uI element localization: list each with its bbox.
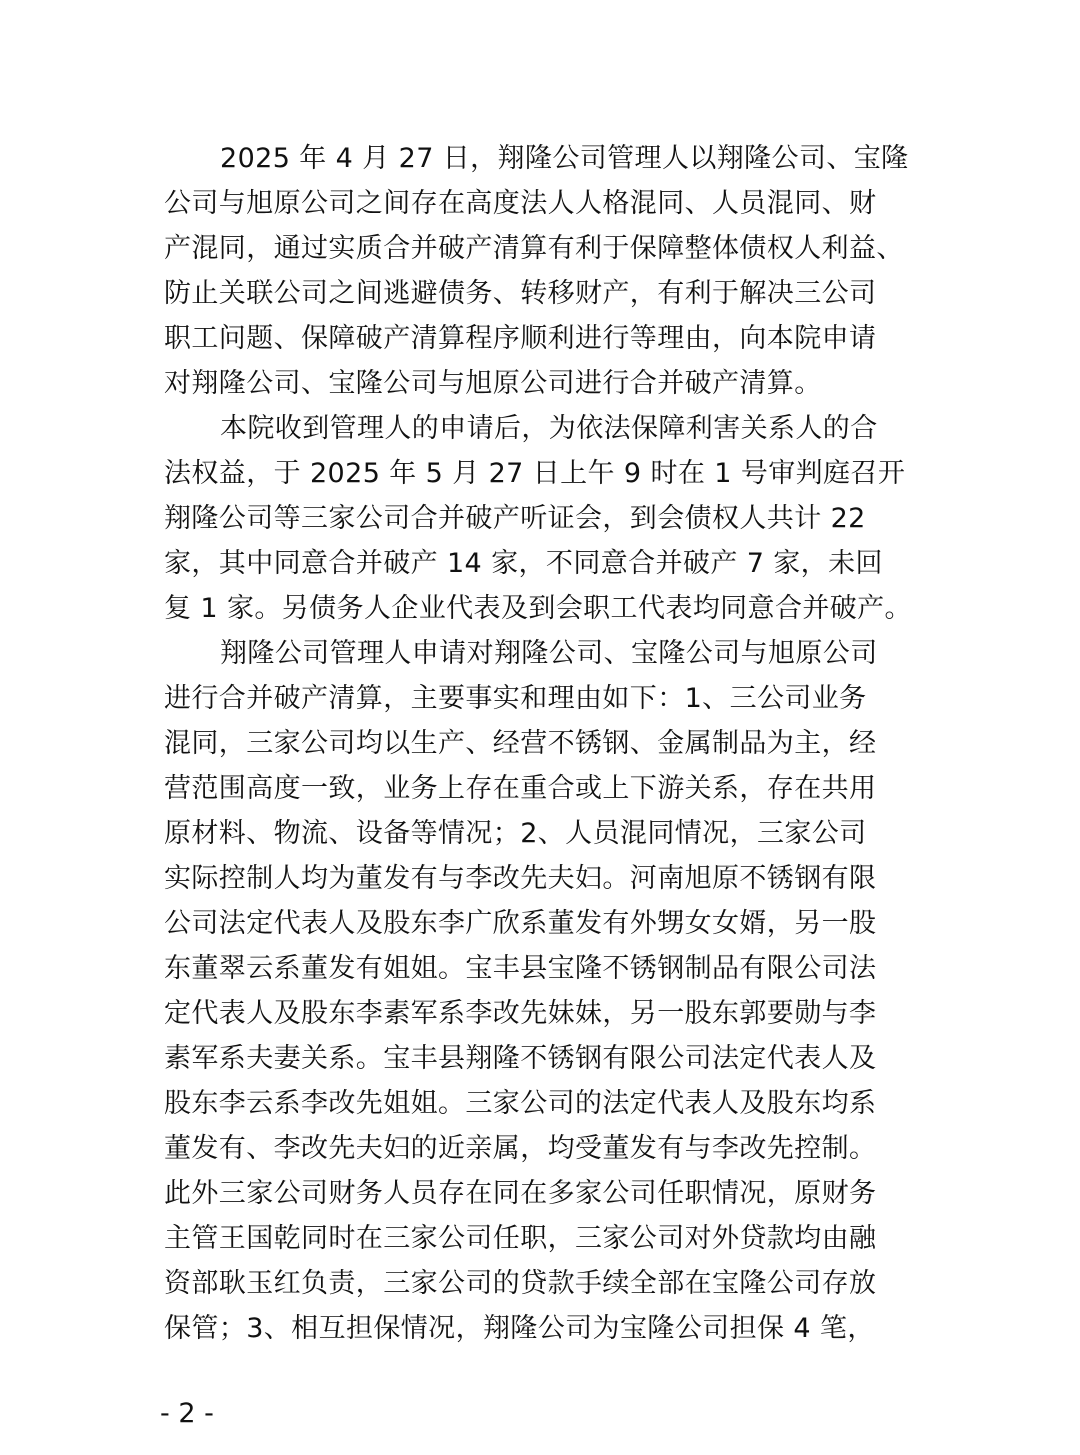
text-line: 法权益，于 2025 年 5 月 27 日上午 9 时在 1 号审判庭召开 (164, 458, 906, 489)
text-line: 股东李云系李改先姐姐。三家公司的法定代表人及股东均系 (164, 1088, 877, 1119)
text-line: 董发有、李改先夫妇的近亲属，均受董发有与李改先控制。 (164, 1133, 877, 1164)
text-line: 实际控制人均为董发有与李改先夫妇。河南旭原不锈钢有限 (164, 863, 877, 894)
text-line: 公司与旭原公司之间存在高度法人人格混同、人员混同、财 (164, 188, 877, 219)
text-line: 定代表人及股东李素军系李改先妹妹，另一股东郭要勋与李 (164, 998, 877, 1029)
text-line: 防止关联公司之间逃避债务、转移财产，有利于解决三公司 (164, 278, 877, 309)
text-line: 职工问题、保障破产清算程序顺利进行等理由，向本院申请 (164, 323, 877, 354)
paragraph-1 (164, 136, 924, 406)
text-line: 东董翠云系董发有姐姐。宝丰县宝隆不锈钢制品有限公司法 (164, 953, 877, 984)
text-line: 素军系夫妻关系。宝丰县翔隆不锈钢有限公司法定代表人及 (164, 1043, 877, 1074)
text-line: 进行合并破产清算，主要事实和理由如下：1、三公司业务 (164, 683, 867, 714)
text-line: 此外三家公司财务人员存在同在多家公司任职情况，原财务 (164, 1178, 877, 1209)
paragraph-2 (164, 406, 924, 631)
text-line: 资部耿玉红负责，三家公司的贷款手续全部在宝隆公司存放 (164, 1268, 877, 1299)
paragraph-3 (164, 631, 924, 1351)
page-number: - 2 - (160, 1398, 214, 1429)
document-body (164, 136, 924, 1351)
text-line: 混同，三家公司均以生产、经营不锈钢、金属制品为主，经 (164, 728, 877, 759)
text-line: 复 1 家。另债务人企业代表及到会职工代表均同意合并破产。 (164, 593, 912, 624)
text-line: 产混同，通过实质合并破产清算有利于保障整体债权人利益、 (164, 233, 904, 264)
text-line: 对翔隆公司、宝隆公司与旭原公司进行合并破产清算。 (164, 368, 822, 399)
text-line: 家，其中同意合并破产 14 家，不同意合并破产 7 家，未回 (164, 548, 883, 579)
text-line: 保管；3、相互担保情况，翔隆公司为宝隆公司担保 4 笔， (164, 1313, 875, 1344)
text-line: 公司法定代表人及股东李广欣系董发有外甥女女婿，另一股 (164, 908, 877, 939)
text-line: 翔隆公司管理人申请对翔隆公司、宝隆公司与旭原公司 (220, 638, 878, 669)
text-line: 主管王国乾同时在三家公司任职，三家公司对外贷款均由融 (164, 1223, 877, 1254)
text-line: 营范围高度一致，业务上存在重合或上下游关系，存在共用 (164, 773, 877, 804)
text-line: 2025 年 4 月 27 日，翔隆公司管理人以翔隆公司、宝隆 (220, 143, 909, 174)
text-line: 本院收到管理人的申请后，为依法保障利害关系人的合 (220, 413, 878, 444)
text-line: 原材料、物流、设备等情况；2、人员混同情况，三家公司 (164, 818, 867, 849)
text-line: 翔隆公司等三家公司合并破产听证会，到会债权人共计 22 (164, 503, 866, 534)
